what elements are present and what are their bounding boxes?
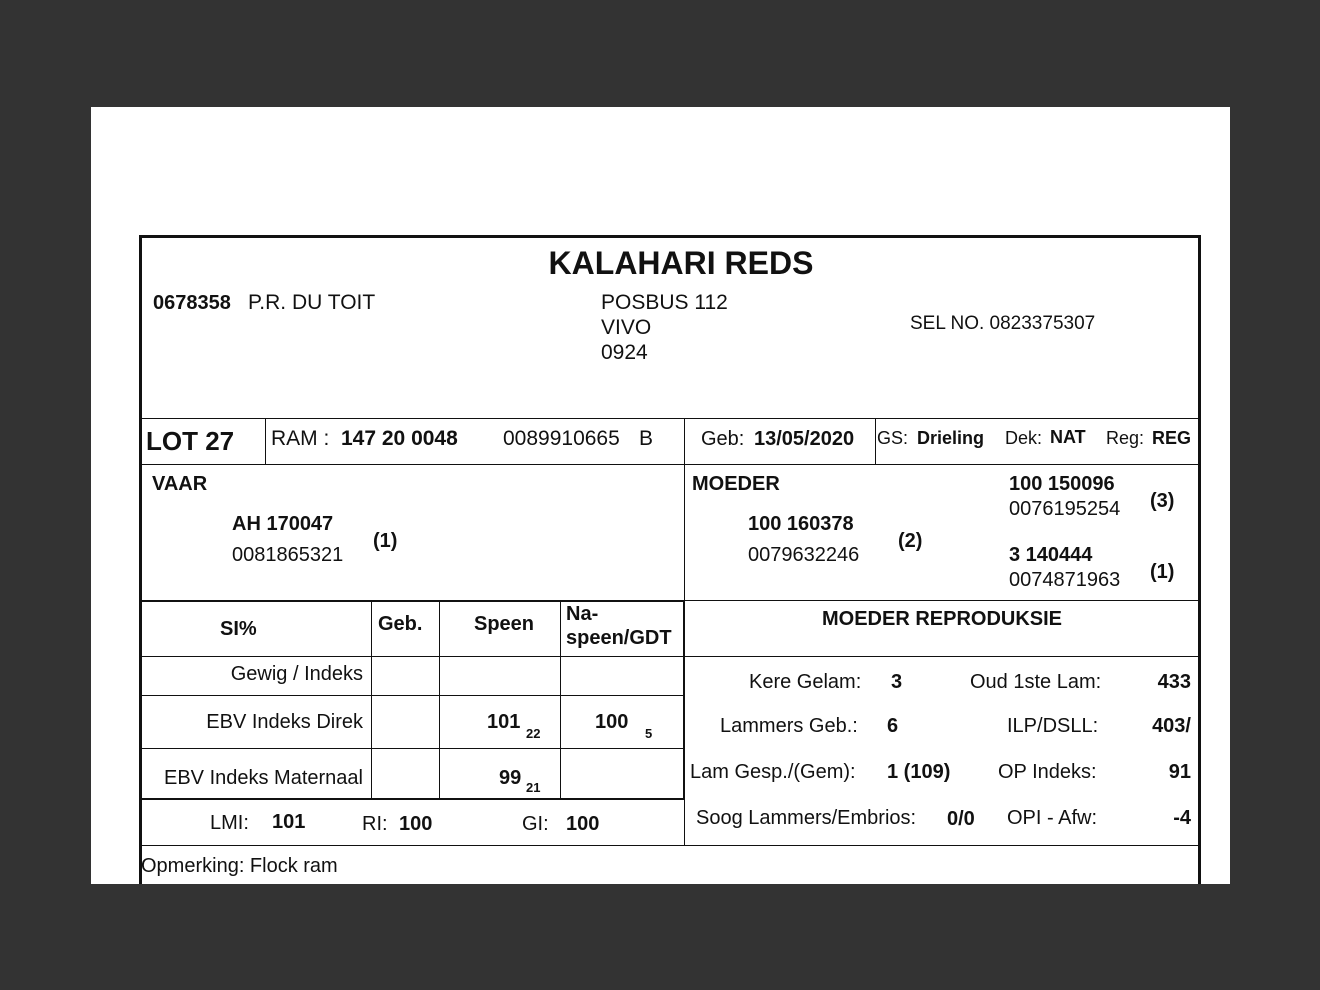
op-indeks-label: OP Indeks: <box>998 761 1097 783</box>
gi-value: 100 <box>566 813 600 835</box>
dam-name: 100 160378 <box>748 513 854 535</box>
repro-heading: MOEDER REPRODUKSIE <box>821 608 1063 630</box>
col-header-naspeen-1: Na- <box>566 603 599 625</box>
ebv-maternaal-speen-sub: 21 <box>526 780 541 795</box>
divider-row3 <box>141 798 685 800</box>
dam-sire-name: 100 150096 <box>1009 473 1115 495</box>
divider-lot-bottom <box>141 464 1199 465</box>
divider-table-v1 <box>371 601 372 799</box>
sire-count: (1) <box>373 530 398 552</box>
ri-value: 100 <box>399 813 433 835</box>
divider-table-v4 <box>683 601 685 799</box>
breeder-name: P.R. DU TOIT <box>248 291 376 314</box>
card-border-right <box>1198 235 1201 884</box>
lammers-geb-value: 6 <box>887 715 899 737</box>
lam-gesp-label: Lam Gesp./(Gem): <box>690 761 856 783</box>
row-label-gewig: Gewig / Indeks <box>230 663 363 685</box>
lot-number: LOT 27 <box>146 426 235 456</box>
address-line-3: 0924 <box>601 341 648 364</box>
lmi-label: LMI: <box>210 812 249 834</box>
divider-table-top <box>141 600 685 602</box>
address-line-2: VIVO <box>601 316 652 339</box>
row-label-ebv-direk: EBV Indeks Direk <box>206 711 363 733</box>
col-header-geb: Geb. <box>378 613 423 635</box>
ebv-direk-naspeen-sub: 5 <box>645 726 653 741</box>
dam-id: 0079632246 <box>748 544 860 566</box>
oud-1ste-lam-value: 433 <box>1157 671 1191 693</box>
divider-lot-v2 <box>875 418 876 464</box>
dam-dam-count: (1) <box>1150 561 1175 583</box>
soog-lammers-label: Soog Lammers/Embrios: <box>696 807 917 829</box>
reg-value: REG <box>1152 428 1192 448</box>
ebv-direk-speen-sub: 22 <box>526 726 541 741</box>
divider-lot-v1 <box>265 418 266 464</box>
ram-id: 0089910665 <box>503 427 620 450</box>
lot-card-page <box>91 107 1230 884</box>
ram-label: RAM : <box>271 427 330 450</box>
col-header-speen: Speen <box>474 613 535 635</box>
remark: Opmerking: Flock ram <box>141 855 338 877</box>
ilp-dsll-value: 403/ <box>1152 715 1191 737</box>
reg-label: Reg: <box>1106 428 1145 448</box>
gs-value: Drieling <box>917 428 985 448</box>
oud-1ste-lam-label: Oud 1ste Lam: <box>970 671 1102 693</box>
col-header-si: SI% <box>220 618 257 640</box>
gs-label: GS: <box>877 428 909 448</box>
divider-table-v3 <box>560 601 561 799</box>
birth-date-value: 13/05/2020 <box>754 428 855 450</box>
dam-sire-id: 0076195254 <box>1009 498 1121 520</box>
opi-afw-label: OPI - Afw: <box>1007 807 1098 829</box>
dek-label: Dek: <box>1005 428 1043 448</box>
ilp-dsll-label: ILP/DSLL: <box>1007 715 1099 737</box>
divider-table-v2 <box>439 601 440 799</box>
lam-gesp-value: 1 (109) <box>887 761 951 783</box>
sire-name: AH 170047 <box>232 513 334 535</box>
dam-count: (2) <box>898 530 923 552</box>
divider-lot-top <box>141 418 1199 419</box>
op-indeks-value: 91 <box>1168 761 1191 783</box>
divider-row2 <box>141 748 685 749</box>
dam-heading: MOEDER <box>692 473 780 495</box>
ebv-maternaal-speen: 99 <box>499 767 522 789</box>
ri-label: RI: <box>362 813 388 835</box>
col-header-naspeen-2: speen/GDT <box>566 627 672 649</box>
ram-grade: B <box>639 427 654 450</box>
divider-table-header <box>141 656 685 657</box>
breeder-code: 0678358 <box>153 292 231 314</box>
gi-label: GI: <box>522 813 549 835</box>
address-line-1: POSBUS 112 <box>601 291 728 314</box>
divider-repro-top <box>685 600 1199 601</box>
dek-value: NAT <box>1050 427 1086 447</box>
divider-remark <box>141 845 1199 846</box>
sire-id: 0081865321 <box>232 544 344 566</box>
row-label-ebv-maternaal: EBV Indeks Maternaal <box>164 767 363 789</box>
sel-no: SEL NO. 0823375307 <box>910 313 1096 334</box>
card-title: KALAHARI REDS <box>548 245 814 281</box>
dam-dam-name: 3 140444 <box>1009 544 1093 566</box>
divider-repro-header <box>685 656 1199 657</box>
card-border-top <box>139 235 1201 238</box>
opi-afw-value: -4 <box>1173 807 1191 829</box>
dam-dam-id: 0074871963 <box>1009 569 1121 591</box>
lmi-value: 101 <box>272 811 306 833</box>
soog-lammers-value: 0/0 <box>947 808 975 830</box>
ebv-direk-naspeen: 100 <box>595 711 629 733</box>
ebv-direk-speen: 101 <box>487 711 521 733</box>
kere-gelam-value: 3 <box>891 671 903 693</box>
divider-row1 <box>141 695 685 696</box>
sire-heading: VAAR <box>152 473 208 495</box>
ram-number: 147 20 0048 <box>341 427 458 450</box>
birth-date-label: Geb: <box>701 428 745 450</box>
lammers-geb-label: Lammers Geb.: <box>720 715 858 737</box>
kere-gelam-label: Kere Gelam: <box>749 671 862 693</box>
dam-sire-count: (3) <box>1150 490 1175 512</box>
